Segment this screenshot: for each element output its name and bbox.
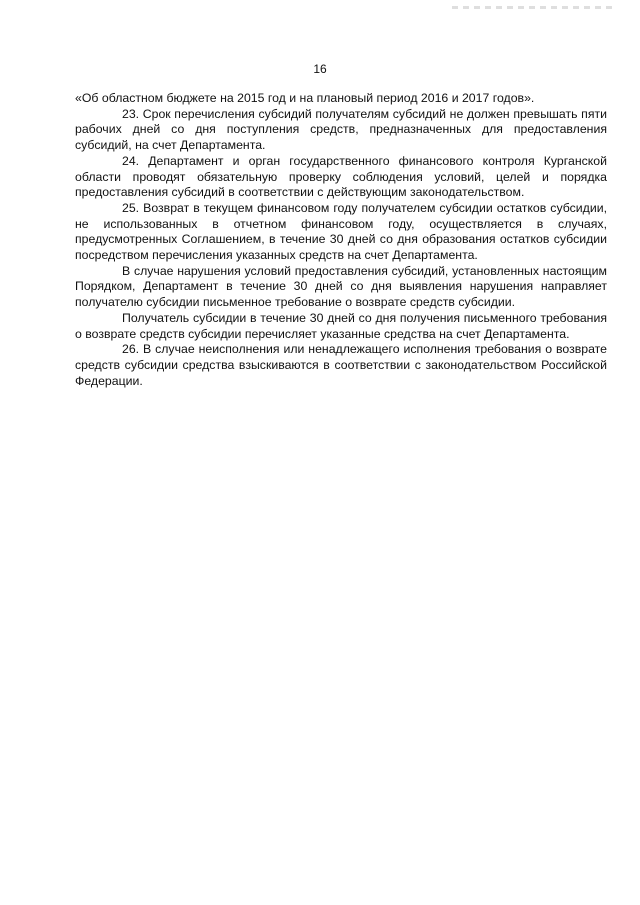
scan-artifact <box>452 6 612 9</box>
paragraph-continuation: «Об областном бюджете на 2015 год и на плановый период 2016 и 2017 годов». <box>75 91 535 105</box>
paragraph-23: 23. Срок перечисления субсидий получателям субсидий не должен превышать пяти рабочих дней со дня поступления средств, предназначенных для предоставления субсидий, на счет Департамента. <box>75 106 607 153</box>
paragraph-26: 26. В случае неисполнения или ненадлежащего исполнения требования о возврате средств субсидии средства взыскиваются в соответствии с законодательством Российской Федерации. <box>75 342 607 388</box>
document-body <box>75 91 607 389</box>
paragraph-25: 25. Возврат в текущем финансовом году получателем субсидии остатков субсидии, не использованных в отчетном финансовом году, осуществляется в случаях, предусмотренных Соглашением, в течение 30 дней со дня образования остатков субсидии посредством перечисления указанных средств на счет Департамента. <box>75 200 607 263</box>
paragraph-24: 24. Департамент и орган государственного финансового контроля Курганской области проводят обязательную проверку соблюдения условий, целей и порядка предоставления субсидий в соответствии с действующим законодательством. <box>75 153 607 200</box>
paragraph-violation: В случае нарушения условий предоставления субсидий, установленных настоящим Порядком, Департамент в течение 30 дней со дня выявления нарушения направляет получателю субсидии письменное требование о возврате средств субсидии. <box>75 263 607 310</box>
paragraph-recipient: Получатель субсидии в течение 30 дней со дня получения письменного требования о возврате средств субсидии перечисляет указанные средства на счет Департамента. <box>75 310 607 341</box>
page-number: 16 <box>313 62 327 76</box>
